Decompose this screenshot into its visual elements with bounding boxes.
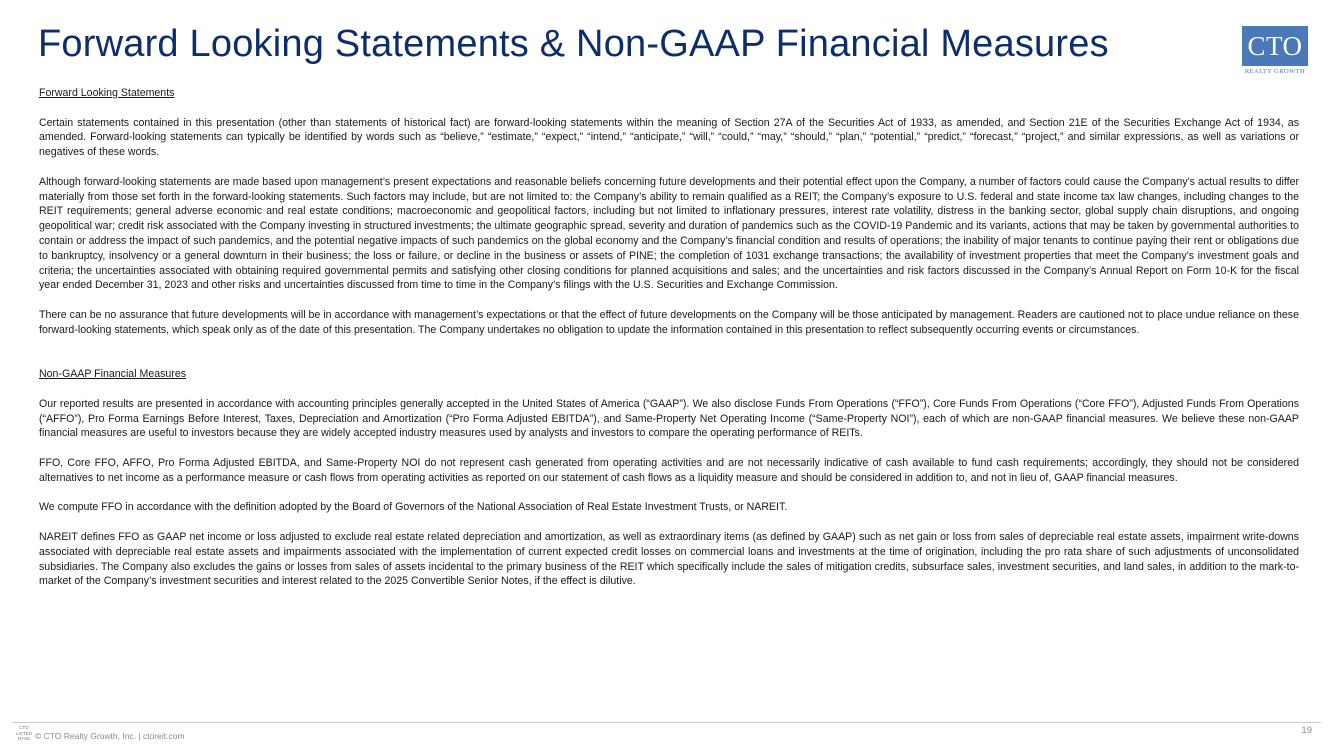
paragraph: We compute FFO in accordance with the definition adopted by the Board of Governors of the National Association of Real Estate Investment Trusts, or NAREIT.: [39, 501, 788, 514]
paragraph: FFO, Core FFO, AFFO, Pro Forma Adjusted EBITDA, and Same-Property NOI do not represent cash generated from operating activities and are not necessarily indicative of cash available to fund cash requirements; accordingly, they should not be considered alternatives to net income as a performance measure or cash flows from operating activities as reported on our statement of cash flows as a liquidity measure and should be considered in addition to, and not in lieu of, GAAP financial measures.: [39, 456, 1299, 484]
footer-mark-line: CTO: [19, 725, 29, 730]
logo-subtext: REALTY GROWTH: [1244, 68, 1306, 75]
footer-divider: [12, 722, 1321, 723]
logo-mark: CTO: [1242, 26, 1308, 66]
paragraph: Although forward-looking statements are made based upon management’s present expectations and reasonable beliefs concerning future developments and their potential effect upon the Company, a number of factors could cause the Company’s actual results to differ materially from those set forth in the forward-looking statements. Such factors may include, but are not limited to: the Company’s ability to remain qualified as a REIT; the Company’s exposure to U.S. federal and state income tax law changes, including changes to the REIT requirements; general adverse economic and real estate conditions; macroeconomic and geopolitical factors, including but not limited to inflationary pressures, interest rate volatility, distress in the banking sector, global supply chain disruptions, and ongoing geopolitical war; credit risk associated with the Company investing in structured investments; the ultimate geographic spread, severity and duration of pandemics such as the COVID-19 Pandemic and its variants, actions that may be taken by governmental authorities to contain or address the impact of such pandemics, and the potential negative impacts of such pandemics on the global economy and the Company’s financial condition and results of operations; the inability of major tenants to continue paying their rent or obligations due to bankruptcy, insolvency or a general downturn in their business; the loss or failure, or decline in the business or assets of PINE; the completion of 1031 exchange transactions; the availability of investment properties that meet the Company’s investment goals and criteria; the uncertainties associated with obtaining required governmental permits and satisfying other closing conditions for planned acquisitions and sales; and the uncertainties and risk factors discussed in the Company’s Annual Report on Form 10-K for the fiscal year ended December 31, 2023 and other risks and uncertainties discussed from time to time in the Company’s filings with the U.S. Securities and Exchange Commission.: [39, 175, 1299, 292]
paragraph: Our reported results are presented in accordance with accounting principles generally accepted in the United States of America (“GAAP”). We also disclose Funds From Operations (“FFO”), Core Funds From Operations (“Core FFO”), Adjusted Funds From Operations (“AFFO”), Pro Forma Earnings Before Interest, Taxes, Depreciation and Amortization (“Pro Forma Adjusted EBITDA”), and Same-Property Net Operating Income (“Same-Property NOI”), each of which are non-GAAP financial measures. We believe these non-GAAP financial measures are useful to investors because they are widely accepted industry measures used by analysts and investors to compare the operating performance of REITs.: [39, 397, 1299, 440]
company-logo: [1242, 26, 1308, 78]
page-title: Forward Looking Statements & Non-GAAP Financial Measures: [38, 23, 1109, 65]
section-heading-forward-looking: Forward Looking Statements: [39, 87, 175, 99]
nyse-listed-mark: [14, 725, 34, 742]
footer-mark-line: NYSE: [17, 736, 31, 741]
paragraph: Certain statements contained in this presentation (other than statements of historical fact) are forward-looking statements within the meaning of Section 27A of the Securities Act of 1933, as amended, and Section 21E of the Securities Exchange Act of 1934, as amended. Forward-looking statements can typically be identified by words such as “believe,” “estimate,” “expect,” “intend,” “anticipate,” “will,” “could,” “may,” “should,” “plan,” “potential,” “predict,” “forecast,” “project,” and similar expressions, as well as variations or negatives of these words.: [39, 116, 1299, 159]
section-spacer: [39, 352, 1299, 367]
footer-mark-line: LISTED: [16, 730, 32, 736]
section-heading-non-gaap: Non-GAAP Financial Measures: [39, 368, 187, 381]
disclaimer-body: [39, 86, 1299, 604]
page-number: 19: [1301, 725, 1312, 736]
paragraph: NAREIT defines FFO as GAAP net income or loss adjusted to exclude real estate related depreciation and amortization, as well as extraordinary items (as defined by GAAP) such as net gain or loss from sales of depreciable real estate assets, impairment write-downs associated with depreciable real estate assets and impairments associated with the implementation of current expected credit losses on commercial loans and investments at the time of origination, including the pro rata share of such adjustments of unconsolidated subsidiaries. The Company also excludes the gains or losses from sales of assets incidental to the primary business of the REIT which specifically include the sales of mitigation credits, subsurface sales, investment securities, and land sales, in addition to the mark-to-market of the Company’s investment securities and interest related to the 2025 Convertible Senior Notes, if the effect is dilutive.: [39, 530, 1299, 588]
footer-copyright: © CTO Realty Growth, Inc. | ctoreit.com: [35, 731, 185, 741]
paragraph: There can be no assurance that future developments will be in accordance with management’s expectations or that the effect of future developments on the Company will be those anticipated by management. Readers are cautioned not to place undue reliance on these forward-looking statements, which speak only as of the date of this presentation. The Company undertakes no obligation to update the information contained in this presentation to reflect subsequently occurring events or circumstances.: [39, 308, 1299, 336]
